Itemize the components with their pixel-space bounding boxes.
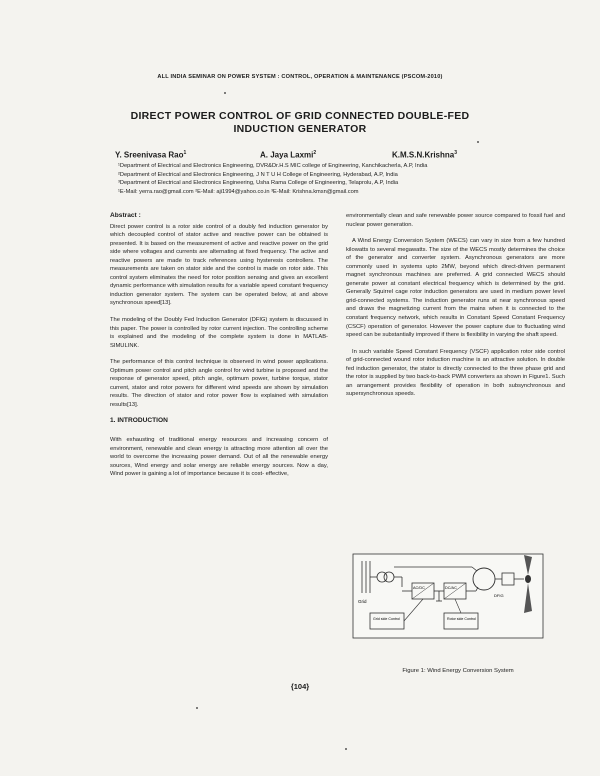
title-line-1: DIRECT POWER CONTROL OF GRID CONNECTED DOUBLE-FED	[130, 110, 470, 122]
author-emails: ¹E-Mail: yerra.rao@gmail.com ²E-Mail: aji1994@yahoo.co.in ³E-Mail: Krishna.kmsn@gmail.com	[118, 188, 359, 195]
author-2: A. Jaya Laxmi$^2$	[260, 150, 317, 160]
left-column	[110, 212, 328, 487]
introduction-paragraph: With exhausting of traditional energy resources and increasing concern of environment, renewable and clean energy is attracting more attention all over the world to overcome the increasing power demand. Out of all the renewable energy sources, Wind energy and solar energy are reliable energy sources. Now a day, Wind power is gaining a lot of importance because it is cost- effective,	[110, 437, 328, 478]
author-1: Y. Sreenivasa Rao$^1$	[115, 150, 187, 160]
page-number: {104}	[290, 682, 310, 691]
abstract-paragraph-2: The modeling of the Doubly Fed Induction Generator (DFIG) system is discussed in this paper. The power is controlled by rotor current injection. The controlling scheme is explained and the modeling of the complete system is done in MATLAB-SIMULINK.	[110, 317, 328, 349]
right-paragraph-2: A Wind Energy Conversion System (WECS) can vary in size from a few hundred kilowatts to several megawatts. The size of the WECS mostly determines the choice of the generator and converter system. Asynchronous generators are more commonly used in systems upto 2MW, beyond which direct-driven permanent magnet synchronous machines are preferred. A grid connected WECS should generate power at constant electrical frequency which is determined by the grid. Generally Squirrel cage rotor induction generators are used in medium power level grid-connected systems. The induction generator runs at near synchronous speed and draws the magnetizing current from the mains when it is connected to the constant frequency network, which results in Constant Speed Constant Frequency (CSCF) operation of generator. However the power capture due to fluctuating wind speed can be substantially improved if there is flexibility in varying the shaft speed.	[346, 238, 565, 339]
conference-header: ALL INDIA SEMINAR ON POWER SYSTEM : CONTROL, OPERATION & MAINTENANCE (PSCOM-2010)	[157, 74, 443, 80]
affiliations	[118, 162, 568, 196]
grid-label: Grid	[358, 599, 367, 604]
affiliation-2: ²Department of Electrical and Electronics Engineering, J N T U H College of Engineering, Hyderabad, A.P, India	[118, 171, 398, 178]
wecs-figure	[352, 553, 552, 639]
grid-side-control-label: Grid side Control	[373, 617, 400, 621]
rotor-side-control-label: Rotor side Control	[447, 617, 476, 621]
figure-caption: Figure 1: Wind Energy Conversion System	[402, 668, 514, 674]
affiliation-1: ¹Department of Electrical and Electronics Engineering, DVR&Dr.H.S MIC college of Engineering, Kanchikacherla, A.P, India	[118, 163, 428, 169]
ac-dc-label: AC/DC	[413, 586, 425, 590]
right-column	[346, 212, 565, 407]
introduction-heading: 1. INTRODUCTION	[110, 417, 168, 425]
title-line-2: INDUCTION GENERATOR	[233, 123, 367, 135]
abstract-heading: Abstract :	[110, 212, 141, 219]
scan-speck	[345, 748, 347, 750]
dfig-label: DFIG	[494, 593, 504, 598]
abstract-paragraph-1: Direct power control is a rotor side control of a doubly fed induction generator by which decoupled control of stator active and reactive power can be obtained is presented. It is based on the measurement of active and reactive power on the grid side where voltages and currents are alternating at fixed frequency. The active and reactive powers are made to track references using hysteresis controllers. The measurements are taken on stator side and the control is made on rotor side. This control system eliminates the need for rotor position sensing and gives an excellent dynamic performance with simulation results for a variable speed constant frequency induction generator system. The system can be operated below, at and above synchronous speed[13].	[110, 223, 328, 307]
scan-speck	[196, 707, 198, 709]
turbine-hub	[525, 575, 531, 583]
scan-speck	[477, 141, 479, 143]
dc-ac-label: DC/AC	[445, 586, 457, 590]
right-paragraph-3: In such variable Speed Constant Frequency (VSCF) application rotor side control of grid-connected wound rotor induction machine is an attractive solution. In double fed induction generator, the stator is directly connected to the three phase grid and the rotor is supplied by two back-to-back PWM converters as shown in Figure1. Such an arrangement provides flexibility of operation in both subsynchronous and supersynchronous speeds.	[346, 348, 565, 398]
abstract-paragraph-3: The performance of this control technique is observed in wind power applications. Optimum power control and pitch angle control for wind turbine is proposed and the response of generator speed, pitch angle, optimum power, turbine torque, stator current, stator and rotor powers for different wind speeds are shown by simulation results. The direction of stator and rotor power flow is explained with simulation results[13].	[110, 359, 328, 408]
right-paragraph-1: environmentally clean and safe renewable power source compared to fossil fuel and nuclear power generation.	[346, 213, 565, 228]
affiliation-3: ³Department of Electrical and Electronics Engineering, Usha Rama College of Engineering, Telaprolu, A.P, India	[118, 180, 399, 187]
paper-title	[100, 110, 500, 136]
author-3: K.M.S.N.Krishna$^3$	[392, 150, 458, 160]
scan-speck	[224, 92, 226, 94]
